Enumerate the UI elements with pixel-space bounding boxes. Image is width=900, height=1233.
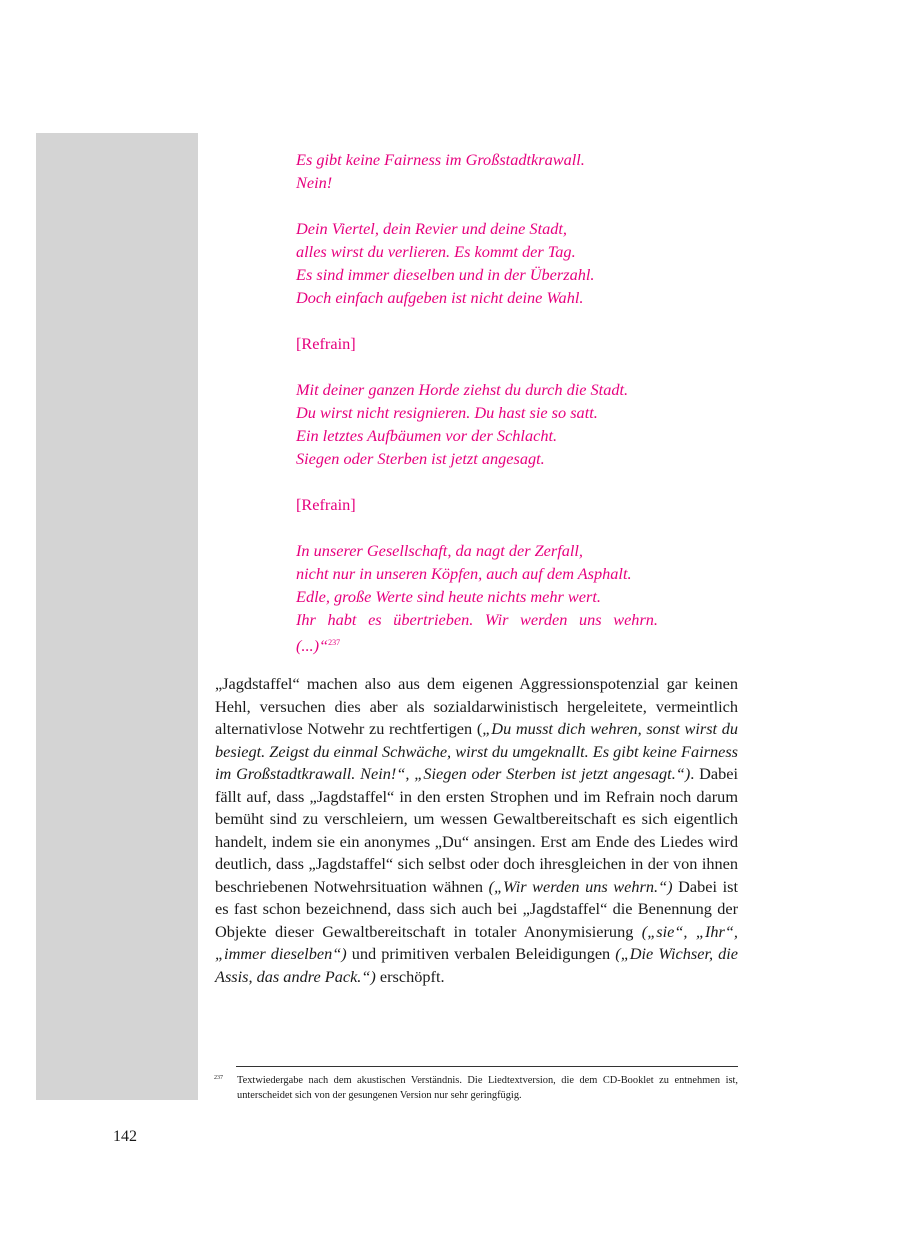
body-text: „Jagdstaffel“ machen also aus dem eigenen Aggressionspotenzial gar keinen Hehl, versuchen dies aber als sozialdarwinistisch hergeleitete, vermeintlich alternativlose Notwehr zu rechtfertigen ( bbox=[215, 674, 738, 738]
quote: („sie“, „Ihr“, „immer dieselben“) bbox=[215, 921, 739, 963]
refrain-marker: [Refrain] bbox=[296, 495, 356, 514]
body-paragraph bbox=[215, 673, 738, 988]
lyric-line: Nein! bbox=[296, 173, 333, 192]
page-number: 142 bbox=[113, 1128, 137, 1145]
lyrics-stanza-2 bbox=[296, 217, 658, 309]
quote: („Die Wichser, die Assis, das andre Pack.“) bbox=[215, 944, 739, 986]
lyric-line: Mit deiner ganzen Horde ziehst du durch die Stadt. bbox=[296, 380, 629, 399]
lyric-line: Ihr habt es übertrieben. Wir werden uns wehrn. bbox=[296, 610, 658, 629]
body-text: Dabei ist es fast schon bezeichnend, dass sich auch bei „Jagdstaffel“ die Benennung der Objekte dieser Gewaltbereitschaft in totaler Anonymisierung bbox=[215, 876, 738, 941]
lyric-ellipsis: (...)“ bbox=[296, 636, 329, 655]
lyric-line: Edle, große Werte sind heute nichts mehr wert. bbox=[296, 587, 601, 606]
refrain-marker: [Refrain] bbox=[296, 334, 356, 353]
quote: („Wir werden uns wehrn.“) bbox=[488, 876, 673, 896]
lyric-line: In unserer Gesellschaft, da nagt der Zerfall, bbox=[296, 541, 584, 560]
footnote-number: 237 bbox=[214, 1075, 223, 1081]
lyric-line: Es gibt keine Fairness im Großstadtkrawall. bbox=[296, 150, 585, 169]
margin-band bbox=[36, 133, 198, 1100]
lyric-line: Doch einfach aufgeben ist nicht deine Wahl. bbox=[296, 288, 584, 307]
lyric-line: Siegen oder Sterben ist jetzt angesagt. bbox=[296, 449, 545, 468]
lyric-line: nicht nur in unseren Köpfen, auch auf dem Asphalt. bbox=[296, 564, 632, 583]
quote: „Du musst dich wehren, sonst wirst du besiegt. Zeigst du einmal Schwäche, wirst du umgeknallt. Es gibt keine Fairness im Großstadtkrawall. Nein!“, „Siegen oder Sterben ist jetzt angesagt.“) bbox=[215, 719, 738, 783]
lyrics-stanza-4 bbox=[296, 539, 658, 657]
lyric-line: alles wirst du verlieren. Es kommt der Tag. bbox=[296, 242, 576, 261]
footnote-divider bbox=[236, 1066, 738, 1067]
lyric-line: Ein letztes Aufbäumen vor der Schlacht. bbox=[296, 426, 558, 445]
body-text: . Dabei fällt auf, dass „Jagdstaffel“ in den ersten Strophen und im Refrain noch darum bemüht sind zu verschleiern, um wessen Gewaltbereitschaft es sich eigentlich handelt, indem sie ein anonymes „Du“ ansingen. Erst am Ende des Liedes wird deutlich, dass „Jagdstaffel“ sich selbst oder doch ihresgleichen in der von ihnen beschriebenen Notwehrsituation wähnen bbox=[215, 764, 739, 896]
body-text: erschöpft. bbox=[375, 966, 445, 986]
footnote bbox=[214, 1073, 738, 1103]
lyric-line: Dein Viertel, dein Revier und deine Stadt, bbox=[296, 219, 567, 238]
body-text: und primitiven verbalen Beleidigungen bbox=[346, 944, 616, 963]
lyric-line: Es sind immer dieselben und in der Überzahl. bbox=[296, 265, 595, 284]
footnote-reference[interactable]: 237 bbox=[328, 638, 341, 647]
lyrics-stanza-1 bbox=[296, 148, 658, 194]
lyric-line: Du wirst nicht resignieren. Du hast sie so satt. bbox=[296, 403, 598, 422]
lyric-line-last bbox=[296, 631, 658, 657]
lyrics-stanza-3 bbox=[296, 378, 658, 470]
footnote-text: Textwiedergabe nach dem akustischen Verständnis. Die Liedtextversion, die dem CD-Booklet zu entnehmen ist, unterscheidet sich von der gesungenen Version nur sehr geringfügig. bbox=[237, 1075, 738, 1101]
song-lyrics-block bbox=[296, 148, 658, 680]
